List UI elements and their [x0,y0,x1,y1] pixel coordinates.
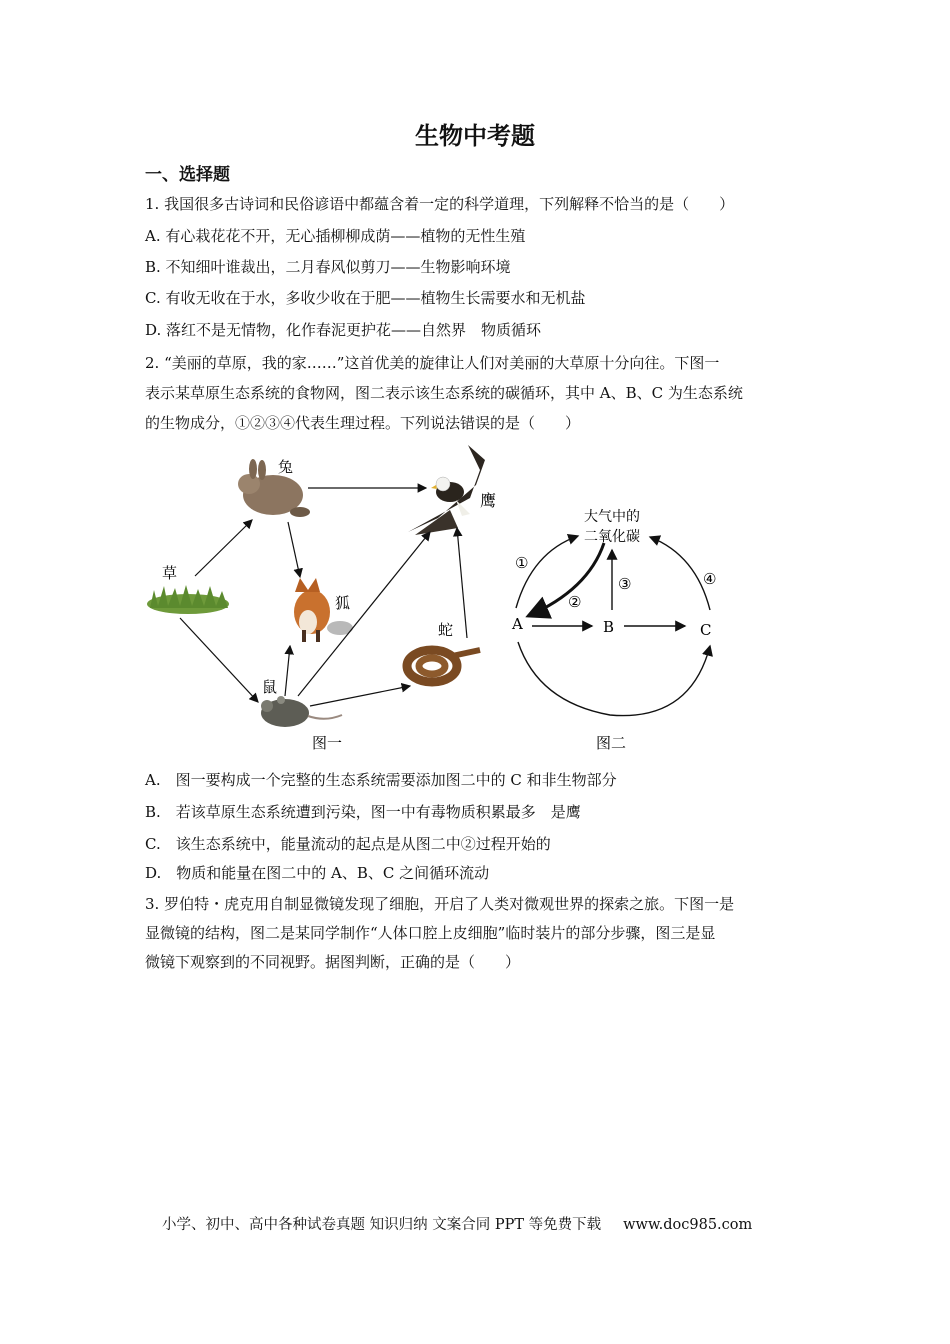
grass-label: 草 [162,564,178,582]
question-2-stem-line-3: 的生物成分，①②③④代表生理过程。下列说法错误的是（ ） [145,414,581,432]
eagle-label: 鹰 [480,491,497,510]
footer-url[interactable]: www.doc985.com [623,1217,753,1233]
arrow-rabbit-fox [288,522,300,577]
process-3: ③ [618,575,632,593]
question-3-stem-line-2: 显微镜的结构，图二是某同学制作“人体口腔上皮细胞”临时装片的部分步骤，图三是显 [145,924,716,942]
question-2-option-d: D. 物质和能量在图二中的 A、B、C 之间循环流动 [145,864,490,882]
snake-label: 蛇 [438,621,454,639]
page-title: 生物中考题 [415,122,535,150]
arrow-grass-rabbit [195,520,252,576]
arrow-mouse-snake [310,686,410,706]
question-3-stem-line-1: 3. 罗伯特・虎克用自制显微镜发现了细胞，开启了人类对微观世界的探索之旅。下图一是 [145,895,735,913]
arrow-process-4 [650,537,710,610]
question-2-option-a: A. 图一要构成一个完整的生态系统需要添加图二中的 C 和非生物部分 [145,771,617,789]
node-a: A [512,615,523,633]
figure-2-caption: 图二 [596,734,627,752]
fox-label: 狐 [335,594,351,612]
question-1-option-c: C. 有收无收在于水，多收少收在于肥——植物生长需要水和无机盐 [145,289,586,307]
arrow-grass-mouse [180,618,258,702]
grass-icon [147,585,229,614]
arrow-a-c [518,642,710,716]
arrow-process-2 [528,543,604,616]
process-1: ① [515,554,529,572]
question-2-option-b: B. 若该草原生态系统遭到污染，图一中有毒物质积累最多 是鹰 [145,803,581,821]
process-2: ② [568,593,582,611]
question-2-option-c: C. 该生态系统中，能量流动的起点是从图二中②过程开始的 [145,835,551,853]
mouse-label: 鼠 [262,678,278,696]
question-3-stem-line-3: 微镜下观察到的不同视野。据图判断，正确的是（ ） [145,953,521,971]
figures-svg [140,440,740,760]
question-2-figures [140,440,740,760]
question-1-option-d: D. 落红不是无情物，化作春泥更护花——自然界 物质循环 [145,321,542,339]
co2-label-line-2: 二氧化碳 [584,529,640,545]
snake-icon [407,650,480,682]
question-1-option-b: B. 不知细叶谁裁出，二月春风似剪刀——生物影响环境 [145,258,511,276]
co2-label-line-1: 大气中的 [584,509,640,525]
question-2-stem-line-1: 2. “美丽的草原，我的家……”这首优美的旋律让人们对美丽的大草原十分向往。下图一 [145,354,720,372]
question-1-option-a: A. 有心栽花花不开，无心插柳柳成荫——植物的无性生殖 [145,227,526,245]
rabbit-icon [238,459,310,517]
node-c: C [700,621,712,639]
question-1-stem: 1. 我国很多古诗词和民俗谚语中都蕴含着一定的科学道理，下列解释不恰当的是（ ） [145,195,735,213]
process-4: ④ [703,570,717,588]
rabbit-label: 兔 [278,458,294,476]
page-footer [162,1213,752,1234]
section-heading: 一、选择题 [145,165,230,185]
figure-1-caption: 图一 [312,734,343,752]
arrow-mouse-fox [285,646,290,696]
eagle-icon [408,445,485,535]
footer-text: 小学、初中、高中各种试卷真题 知识归纳 文案合同 PPT 等免费下载 [162,1217,602,1233]
arrow-snake-eagle [457,528,467,638]
node-b: B [603,618,615,636]
question-2-stem-line-2: 表示某草原生态系统的食物网，图二表示该生态系统的碳循环，其中 A、B、C 为生态系统 [145,384,743,402]
mouse-icon [261,696,342,727]
